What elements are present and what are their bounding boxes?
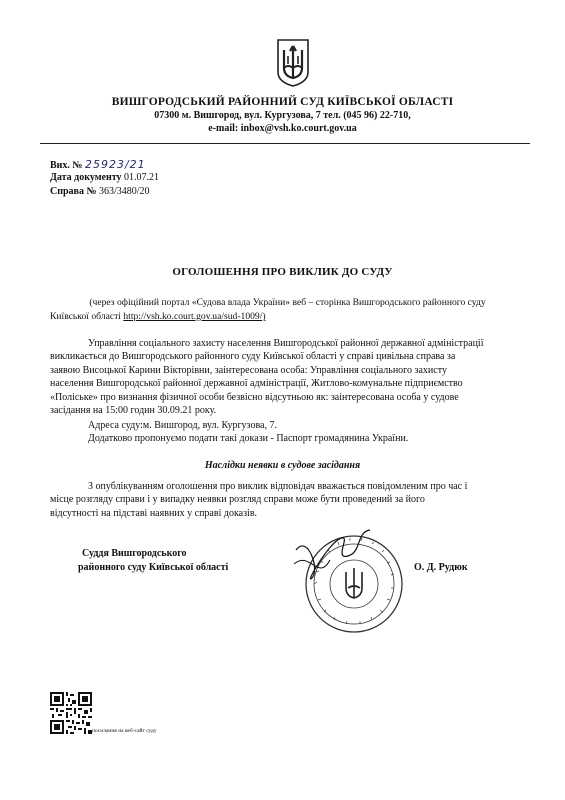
document-date-value: 01.07.21 <box>124 172 159 183</box>
summons-line: викликається до Вишгородського районного суду Київської області у справі цивільна справа за <box>50 351 456 363</box>
outgoing-number-label: Вих. № <box>50 160 83 171</box>
consequences-line: З опублікуванням оголошення про виклик відповідач вважається повідомленим про час і <box>88 481 468 492</box>
summons-line: засідання на 15:00 годин 30.09.21 року. <box>50 405 217 417</box>
consequences-paragraph <box>50 480 535 520</box>
summons-paragraph <box>50 337 535 417</box>
court-name-heading: ВИШГОРОДСЬКИЙ РАЙОННИЙ СУД КИЇВСЬКОЇ ОБЛАСТІ <box>111 96 454 108</box>
consequences-line: місце розгляду справи і у випадку неявки розгляд справи може бути проведений за його <box>50 494 425 506</box>
evidence-text: Додатково пропонуємо подати такі докази - Паспорт громадянина України. <box>88 433 409 444</box>
court-website-link[interactable]: http://vsh.ko.court.gov.ua/sud-1009/) <box>123 311 266 322</box>
judge-title-line-2: районного суду Київської області <box>78 562 229 573</box>
document-date-label: Дата документу <box>50 172 122 183</box>
summons-line: Управління соціального захисту населення Вишгородської районної державної адміністрації <box>88 338 484 349</box>
summons-line: населення Вишгородської районної державної адміністрації, Житлово-комунальне підприємство <box>50 378 463 390</box>
summons-line: «Поліське» про визнання фізичної особи безвісно відсутньою як: заінтересована особа у судове <box>50 391 459 403</box>
coat-of-arms-emblem <box>276 38 310 88</box>
case-number-label: Справа № <box>50 186 97 197</box>
subtitle-prefix: Київської області <box>50 311 121 322</box>
outgoing-number-value: 25923/21 <box>84 158 146 171</box>
summons-line: заявою Висоцької Карини Вікторівни, заінтересована особа: Управління соціального захисту <box>50 364 447 376</box>
subtitle-line-1: (через офіційний портал «Судова влада України» веб – сторінка Вишгородського районного суду <box>89 297 486 308</box>
header-divider <box>40 143 530 144</box>
court-seal-and-signature <box>290 520 410 640</box>
qr-caption: посилання на веб-сайт суду <box>92 728 157 734</box>
outgoing-number <box>50 158 146 171</box>
court-email-line: e-mail: inbox@vsh.ko.court.gov.ua <box>208 123 357 134</box>
case-number-value: 363/3480/20 <box>99 186 150 197</box>
case-number <box>50 186 150 197</box>
court-address-line: 07300 м. Вишгород, вул. Кургузова, 7 тел. (045 96) 22-710, <box>154 110 411 121</box>
qr-code[interactable] <box>50 692 92 734</box>
consequences-heading: Наслідки неявки в судове засідання <box>204 460 361 471</box>
subtitle-line-2 <box>50 310 540 323</box>
court-address-text: Адреса суду:м. Вишгород, вул. Кургузова, 7. <box>88 420 277 431</box>
judge-name: О. Д. Рудюк <box>414 562 468 573</box>
document-title: ОГОЛОШЕННЯ ПРО ВИКЛИК ДО СУДУ <box>172 266 393 278</box>
judge-title-line-1: Суддя Вишгородського <box>82 548 187 559</box>
document-date <box>50 172 159 183</box>
consequences-line: відсутності на підставі наявних у справі доказів. <box>50 507 258 519</box>
